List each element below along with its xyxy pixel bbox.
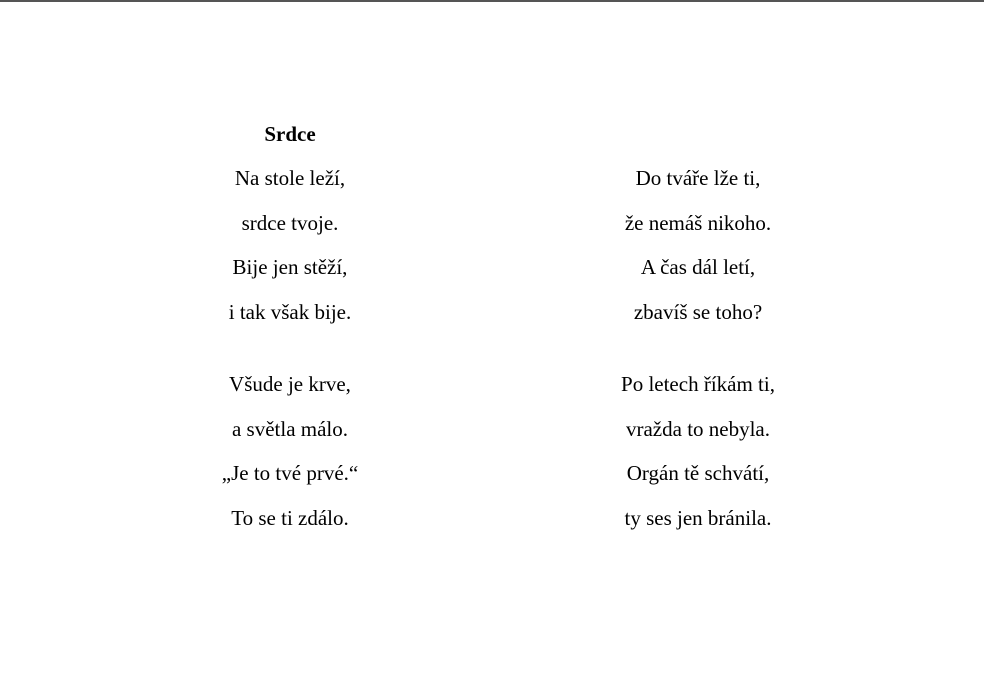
poem-line: „Je to tvé prvé.“	[221, 461, 359, 485]
stanza-4	[568, 370, 828, 532]
poem-line: A čas dál letí,	[640, 255, 756, 279]
poem-line: vražda to nebyla.	[625, 416, 771, 441]
poem-line: ty ses jen bránila.	[624, 505, 772, 530]
poem-line: Do tváře lže ti,	[635, 166, 761, 190]
poem-line: i tak však bije.	[228, 299, 352, 324]
poem-line: zbavíš se toho?	[633, 299, 763, 324]
poem-line: Na stole leží,	[234, 166, 346, 190]
stanza-3	[568, 164, 828, 326]
stanza-2	[160, 370, 420, 532]
poem-line: a světla málo.	[231, 416, 349, 441]
poem-title: Srdce	[264, 122, 316, 146]
poem-line: Po letech říkám ti,	[621, 372, 775, 396]
poem-line: Všude je krve,	[229, 372, 351, 396]
poem-line: Bije jen stěží,	[232, 255, 348, 279]
poem-column-right	[568, 164, 828, 532]
poem-line: srdce tvoje.	[241, 210, 339, 235]
poem-line: Orgán tě schvátí,	[626, 461, 770, 485]
poem-line: že nemáš nikoho.	[624, 210, 772, 235]
poem-line: To se ti zdálo.	[231, 505, 349, 530]
poem-column-left	[160, 164, 420, 532]
page-top-border	[0, 0, 984, 2]
stanza-1	[160, 164, 420, 326]
